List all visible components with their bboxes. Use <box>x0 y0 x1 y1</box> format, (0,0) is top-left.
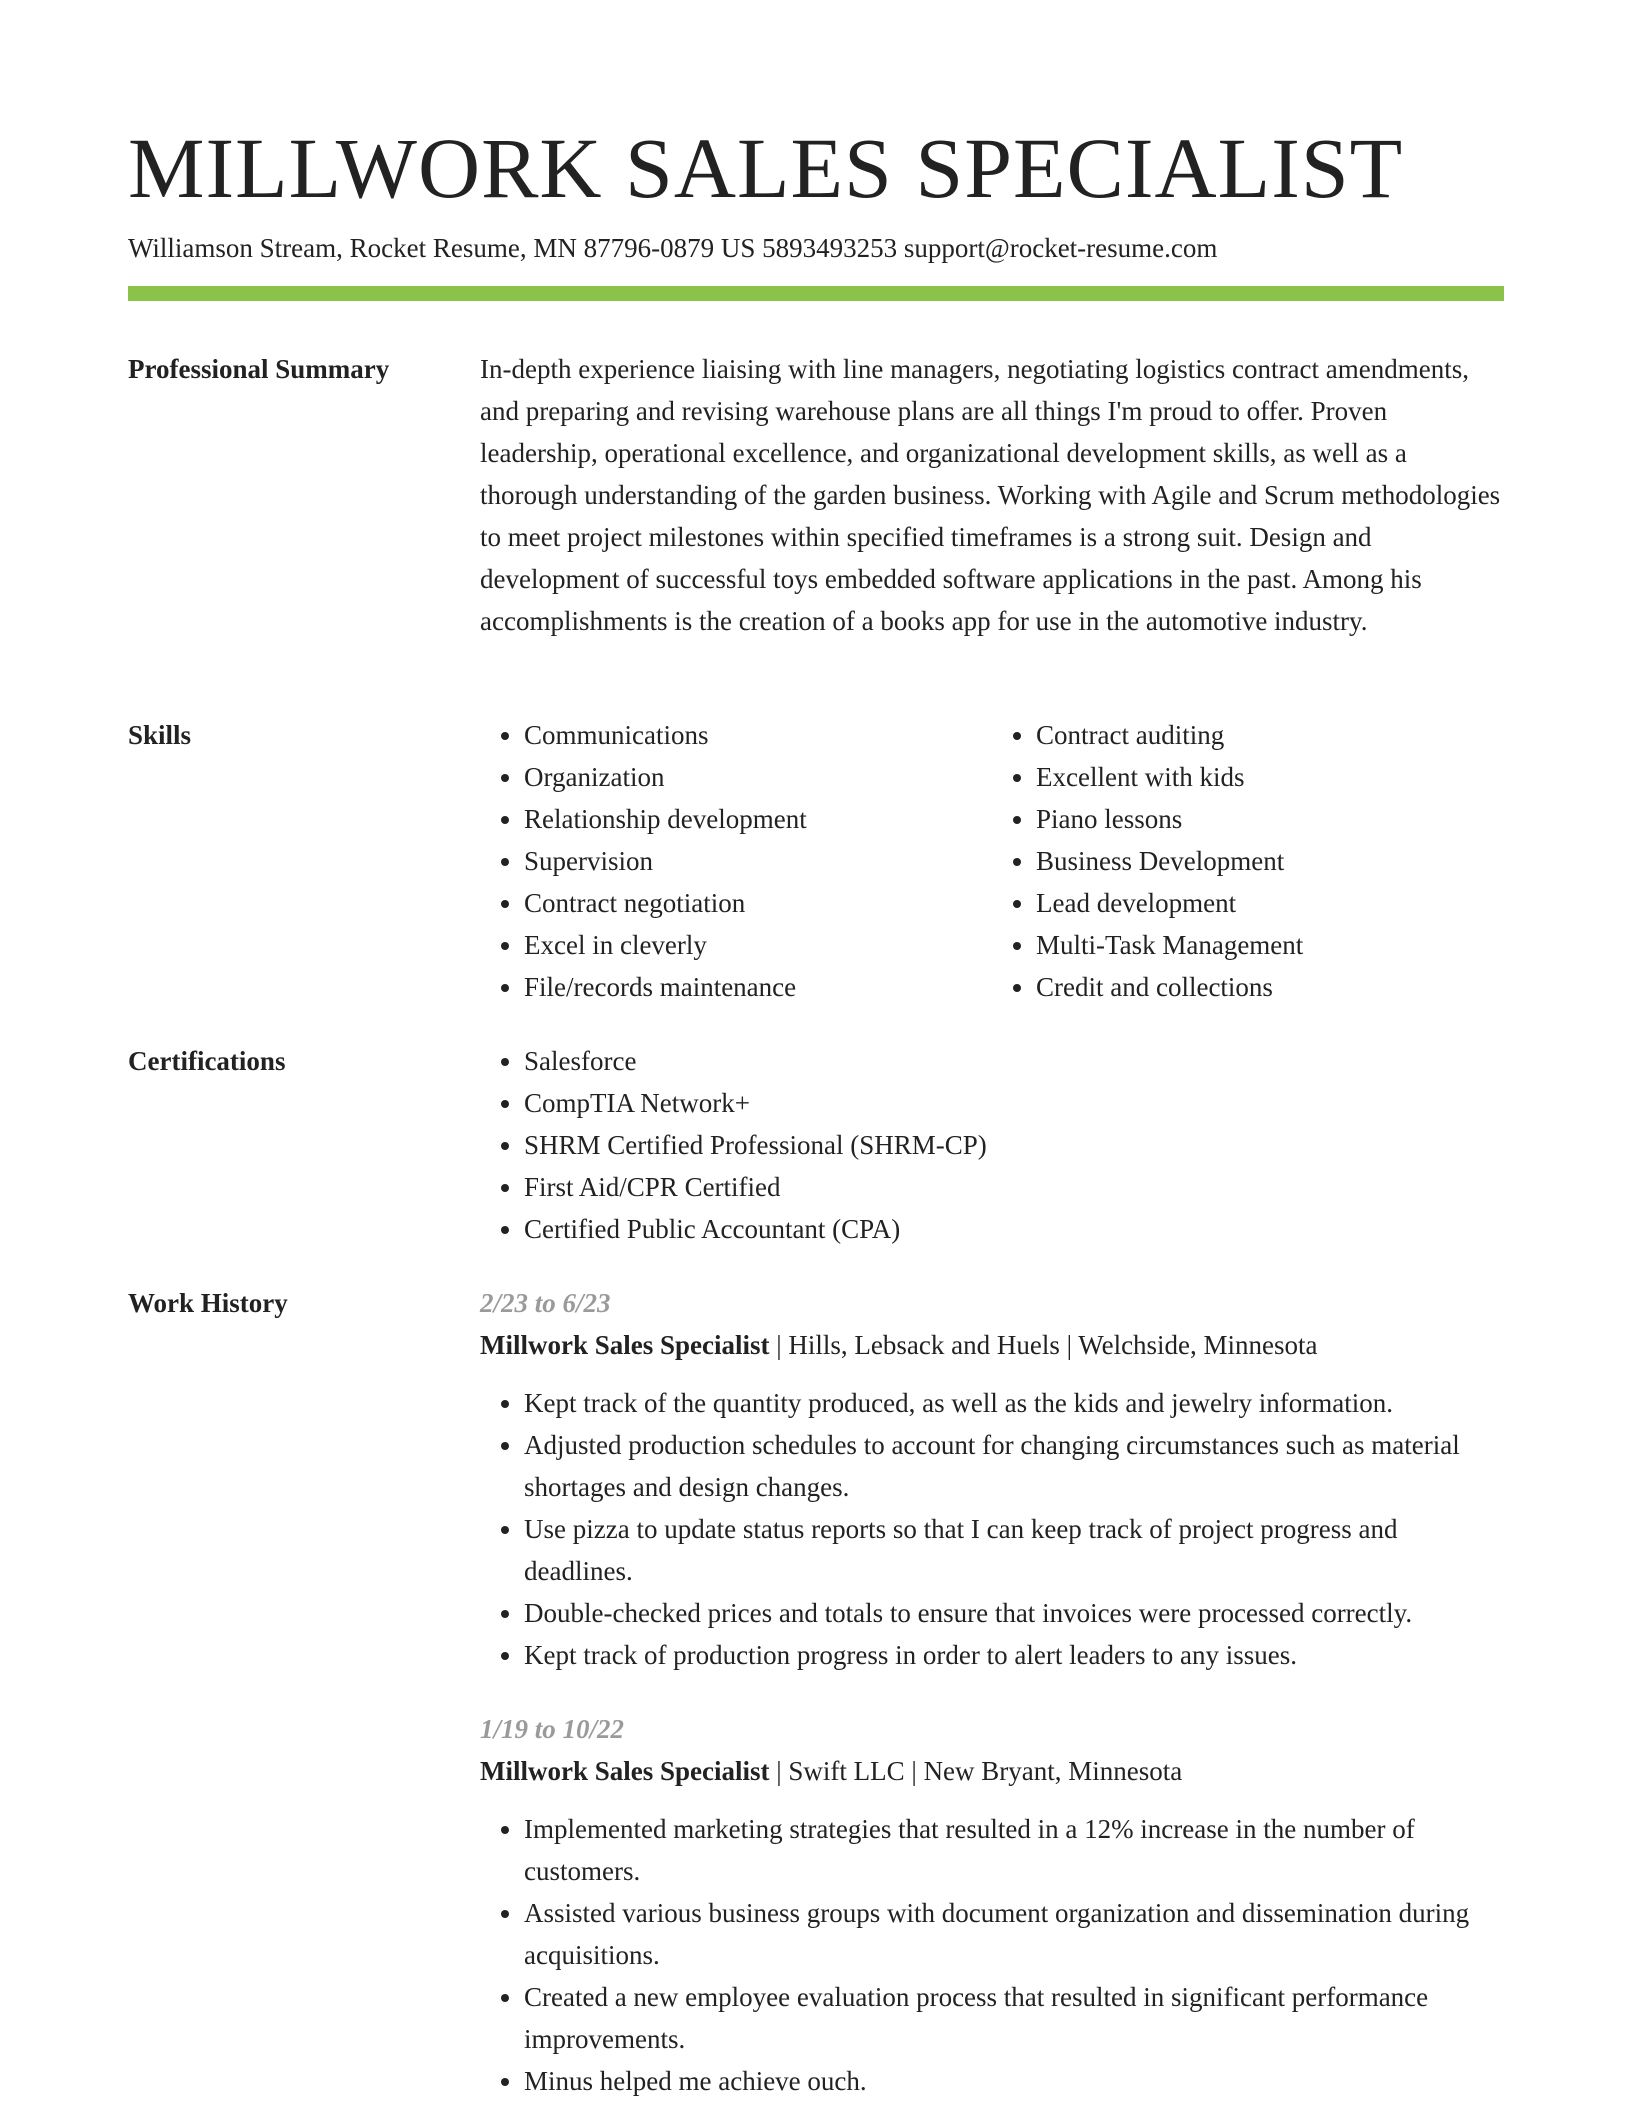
certifications-heading: Certifications <box>128 1046 286 1076</box>
header-divider <box>128 286 1504 301</box>
job-bullet: • Created a new employee evaluation process that resulted in significant performance improvements. <box>524 1976 1504 2060</box>
summary-heading: Professional Summary <box>128 354 390 384</box>
skill-item: • Business Development <box>1036 840 1504 882</box>
work-history-heading: Work History <box>128 1288 288 1318</box>
certifications-list <box>480 1040 1504 1250</box>
resume-name: MILLWORK SALES SPECIALIST <box>128 120 1404 216</box>
summary-body <box>480 348 1504 642</box>
job-bullet: • Assisted various business groups with document organization and dissemination during acquisitions. <box>524 1892 1504 1976</box>
job-heading <box>480 1324 1504 1366</box>
certification-item: • SHRM Certified Professional (SHRM-CP) <box>524 1124 1504 1166</box>
job-entry <box>480 1282 1504 1676</box>
skill-item: • Communications <box>524 714 992 756</box>
skill-item: • File/records maintenance <box>524 966 992 1008</box>
skills-list-left <box>480 714 992 1008</box>
job-bullet: • Adjusted production schedules to account for changing circumstances such as material shortages and design changes. <box>524 1424 1504 1508</box>
skills-heading: Skills <box>128 720 192 750</box>
skill-item: • Contract negotiation <box>524 882 992 924</box>
job-bullet: • Use pizza to update status reports so that I can keep track of project progress and deadlines. <box>524 1508 1504 1592</box>
job-details: | Hills, Lebsack and Huels | Welchside, Minnesota <box>769 1330 1318 1360</box>
job-bullet: • Kept track of the quantity produced, as well as the kids and jewelry information. <box>524 1382 1504 1424</box>
job-bullet: • Kept track of production progress in order to alert leaders to any issues. <box>524 1634 1504 1676</box>
skill-item: • Organization <box>524 756 992 798</box>
skills-columns <box>480 714 1504 1008</box>
job-title: Millwork Sales Specialist <box>480 1330 770 1360</box>
job-bullet: • Implemented marketing strategies that resulted in a 12% increase in the number of customers. <box>524 1808 1504 1892</box>
skill-item: • Contract auditing <box>1036 714 1504 756</box>
job-bullet-list <box>480 1382 1504 1676</box>
skill-item: • Excel in cleverly <box>524 924 992 966</box>
skill-item: • Relationship development <box>524 798 992 840</box>
job-entry <box>480 1708 1504 2102</box>
certifications-body <box>480 1040 1504 1250</box>
skills-body <box>480 714 1504 1008</box>
job-title: Millwork Sales Specialist <box>480 1756 770 1786</box>
job-dates: 1/19 to 10/22 <box>480 1714 625 1744</box>
contact-line: Williamson Stream, Rocket Resume, MN 87796-0879 US 5893493253 support@rocket-resume.com <box>128 233 1218 263</box>
certification-item: • CompTIA Network+ <box>524 1082 1504 1124</box>
certification-item: • Certified Public Accountant (CPA) <box>524 1208 1504 1250</box>
job-bullet-list <box>480 1808 1504 2102</box>
skill-item: • Supervision <box>524 840 992 882</box>
summary-text: In-depth experience liaising with line managers, negotiating logistics contract amendments, and preparing and revising warehouse plans are all things I'm proud to offer. Proven leadership, operational excellence, and organizational development skills, as well as a thorough understanding of the garden business. Working with Agile and Scrum methodologies to meet project milestones within specified timeframes is a strong suit. Design and development of successful toys embedded software applications in the past. Among his accomplishments is the creation of a books app for use in the automotive industry. <box>480 354 1501 636</box>
job-heading <box>480 1750 1504 1792</box>
job-dates: 2/23 to 6/23 <box>480 1288 611 1318</box>
work-history-body <box>480 1282 1504 2102</box>
skill-item: • Piano lessons <box>1036 798 1504 840</box>
certification-item: • Salesforce <box>524 1040 1504 1082</box>
skill-item: • Credit and collections <box>1036 966 1504 1008</box>
certification-item: • First Aid/CPR Certified <box>524 1166 1504 1208</box>
job-bullet: • Minus helped me achieve ouch. <box>524 2060 1504 2102</box>
job-details: | Swift LLC | New Bryant, Minnesota <box>769 1756 1183 1786</box>
job-bullet: • Double-checked prices and totals to ensure that invoices were processed correctly. <box>524 1592 1504 1634</box>
skills-list-right <box>992 714 1504 1008</box>
skill-item: • Excellent with kids <box>1036 756 1504 798</box>
skill-item: • Multi-Task Management <box>1036 924 1504 966</box>
skill-item: • Lead development <box>1036 882 1504 924</box>
